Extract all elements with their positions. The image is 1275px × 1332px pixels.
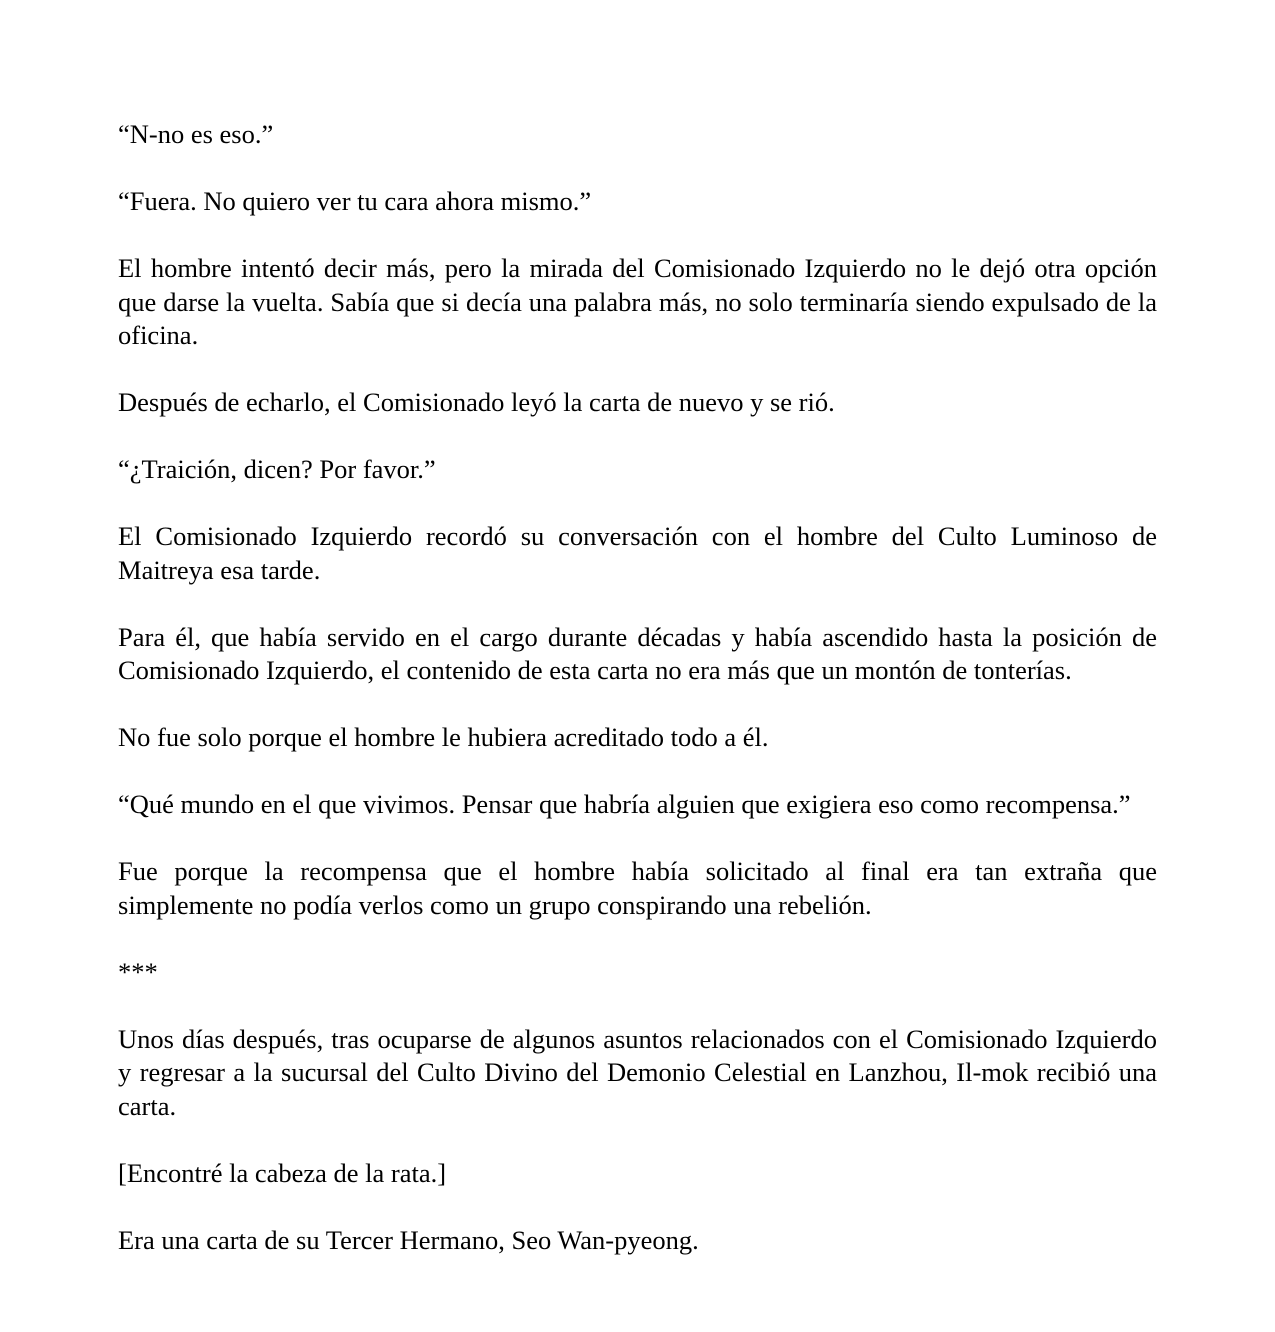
paragraph-3: El hombre intentó decir más, pero la mirada del Comisionado Izquierdo no le dejó otra opción que darse la vuelta. Sabía que si decía una palabra más, no solo terminaría siendo expulsado de la oficina. (118, 253, 1157, 350)
paragraph-9: “Qué mundo en el que vivimos. Pensar que habría alguien que exigiera eso como recompensa.” (118, 789, 1131, 819)
paragraph-10: Fue porque la recompensa que el hombre había solicitado al final era tan extraña que simplemente no podía verlos como un grupo conspirando una rebelión. (118, 856, 1157, 920)
scene-break: *** (118, 956, 158, 987)
paragraph-4: Después de echarlo, el Comisionado leyó la carta de nuevo y se rió. (118, 387, 835, 417)
paragraph-12: [Encontré la cabeza de la rata.] (118, 1157, 447, 1188)
paragraph-8: No fue solo porque el hombre le hubiera acreditado todo a él. (118, 722, 769, 752)
paragraph-7: Para él, que había servido en el cargo durante décadas y había ascendido hasta la posición de Comisionado Izquierdo, el contenido de esta carta no era más que un montón de tonterías. (118, 621, 1157, 685)
paragraph-5: “¿Traición, dicen? Por favor.” (118, 454, 436, 484)
paragraph-2: “Fuera. No quiero ver tu cara ahora mismo.” (118, 186, 592, 216)
paragraph-11: Unos días después, tras ocuparse de algunos asuntos relacionados con el Comisionado Izquierdo y regresar a la sucursal del Culto Divino del Demonio Celestial en Lanzhou, Il-mok recibió una carta. (118, 1023, 1157, 1121)
paragraph-6: El Comisionado Izquierdo recordó su conversación con el hombre del Culto Luminoso de Maitreya esa tarde. (118, 521, 1157, 585)
document-page (118, 118, 1157, 1257)
paragraph-1: “N-no es eso.” (118, 119, 274, 149)
paragraph-13: Era una carta de su Tercer Hermano, Seo Wan-pyeong. (118, 1224, 699, 1255)
